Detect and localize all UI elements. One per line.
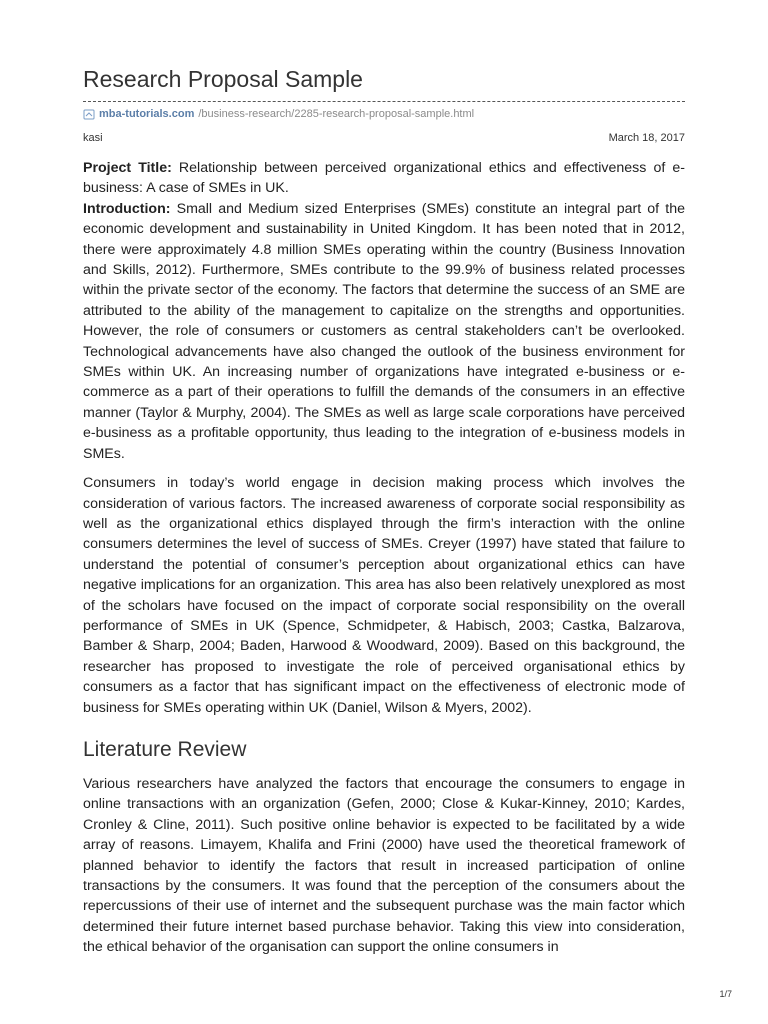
publish-date: March 18, 2017	[608, 132, 685, 144]
introduction-text: Small and Medium sized Enterprises (SMEs) constitute an integral part of the economic development and sustainability in United Kingdom. It has been noted that in 2012, there were approximately 4.8 million SMEs operating within the country (Business Innovation and Skills, 2012). Furthermore, SMEs contribute to the 99.9% of business related processes within the private sector of the economy. The factors that determine the success of an SME are attributed to the ability of the management to capitalize on the strengths and opportunities. However, the role of consumers or customers as central stakeholders can’t be overlooked. Technological advancements have also changed the outlook of the business environment for SMEs within UK. An increasing number of organizations have integrated e-business or e-commerce as a part of their operations to fulfill the demands of the consumers in an effective manner (Taylor & Murphy, 2004). The SMEs as well as large scale corporations have perceived e-business as a profitable opportunity, thus leading to the integration of e-business models in SMEs.	[83, 200, 685, 462]
body-paragraph: Consumers in today’s world engage in decision making process which involves the consideration of various factors. The increased awareness of corporate social responsibility as well as the organizational ethics displayed through the firm’s interaction with the online consumers determines the level of success of SMEs. Creyer (1997) have stated that failure to understand the potential of consumer’s perception about organizational ethics can have negative implications for an organization. This area has also been relatively unexplored as most of the scholars have focused on the impact of corporate social responsibility on the overall performance of SMEs in UK (Spence, Schmidpeter, & Habisch, 2003; Castka, Balzarova, Bamber & Sharp, 2004; Baden, Harwood & Woodward, 2009). Based on this background, the researcher has proposed to investigate the role of perceived organisational ethics by consumers as a factor that has significant impact on the effectiveness of electronic mode of business for SMEs operating within UK (Daniel, Wilson & Myers, 2002).	[83, 475, 685, 716]
project-title-label: Project Title:	[83, 160, 172, 176]
section-heading-literature-review: Literature Review	[83, 737, 247, 761]
page-number: 1/7	[719, 989, 732, 999]
literature-paragraph: Various researchers have analyzed the factors that encourage the consumers to engage in online transactions with an organization (Gefen, 2000; Close & Kukar-Kinney, 2010; Kardes, Cronley & Cline, 2011). Such positive online behavior is expected to be facilitated by a wide array of reasons. Limayem, Khalifa and Frini (2000) have used the theoretical framework of planned behavior to identify the factors that result in increased participation of online transactions by the consumers. It was found that the perception of the consumers about the repercussions of their use of internet and the subsequent purchase was the main factor which determined their future internet based purchase behavior. Taking this view into consideration, the ethical behavior of the organisation can support the online consumers in	[83, 775, 685, 956]
meta-row	[83, 132, 685, 144]
introduction-paragraph	[83, 199, 685, 464]
project-title-paragraph	[83, 158, 685, 199]
page-title: Research Proposal Sample	[83, 66, 363, 92]
title-divider	[83, 101, 685, 102]
document-body	[83, 158, 685, 958]
project-title-text: Relationship between perceived organizational ethics and effectiveness of e-business: A case of SMEs in UK.	[83, 160, 685, 197]
source-link[interactable]	[83, 108, 474, 120]
source-domain[interactable]: mba-tutorials.com	[99, 108, 195, 120]
author: kasi	[83, 132, 103, 144]
link-icon	[83, 108, 95, 120]
introduction-label: Introduction:	[83, 200, 171, 217]
source-path[interactable]: /business-research/2285-research-proposal-sample.html	[198, 108, 475, 120]
